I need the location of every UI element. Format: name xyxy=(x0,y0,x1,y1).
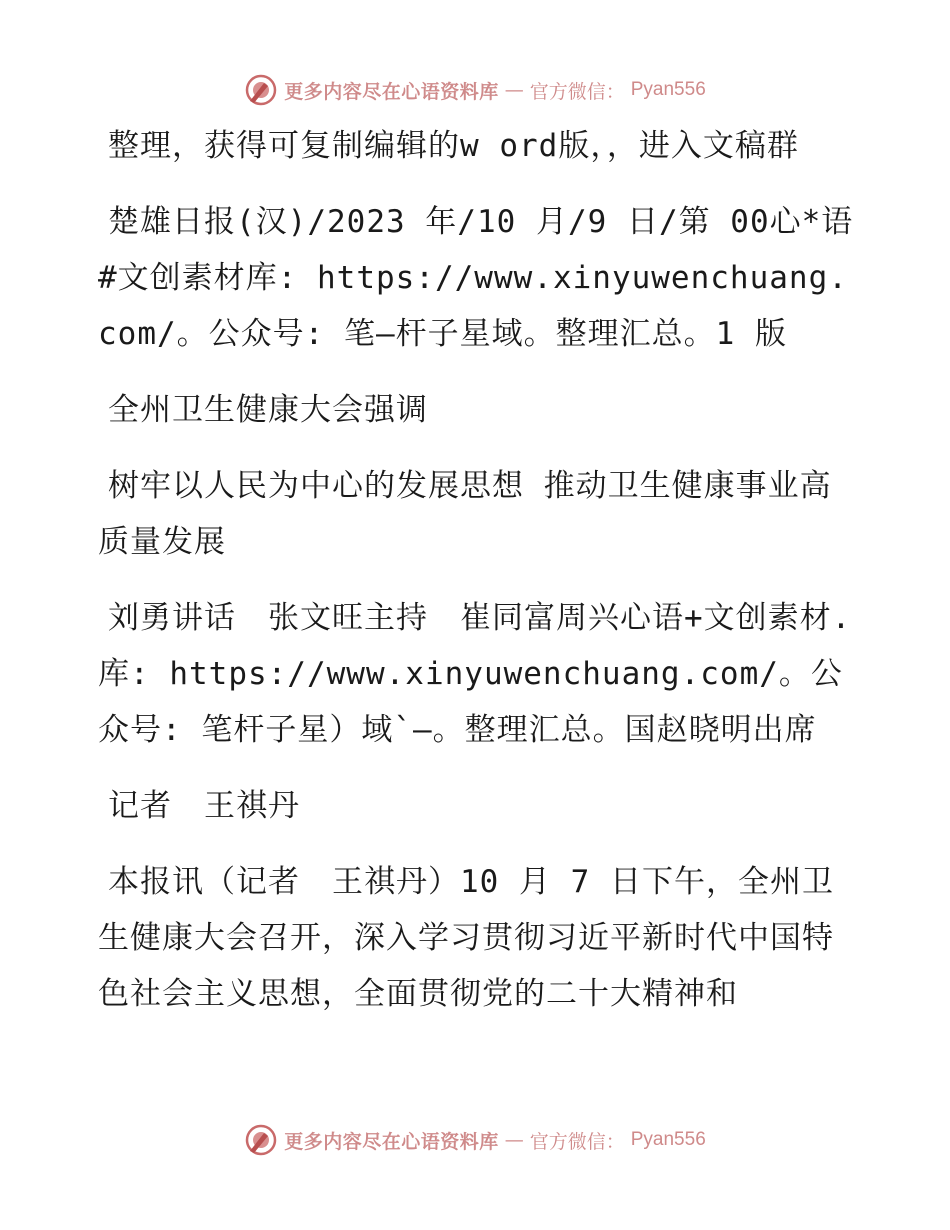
pen-logo-icon xyxy=(244,1123,278,1157)
paragraph-headline: 全州卫生健康大会强调 xyxy=(108,392,428,428)
watermark-dash: — xyxy=(504,1129,524,1151)
watermark-wechat-label: 官方微信： xyxy=(529,1130,625,1153)
document-body xyxy=(98,118,858,1042)
paragraph-subheadline: 树牢以人民为中心的发展思想 推动卫生健康事业高质量发展 xyxy=(98,468,832,560)
header-watermark xyxy=(0,70,950,110)
paragraph-reporter: 记者 王祺丹 xyxy=(108,788,300,824)
watermark-wechat-id: Pyan556 xyxy=(630,1129,706,1150)
paragraph-source: 楚雄日报(汉)/2023 年/10 月/9 日/第 00心*语#文创素材库: https://www.xinyuwenchuang.com/。公众号: 笔—杆子星域。整理汇总。1 版 xyxy=(98,204,854,352)
watermark-brand: 更多内容尽在心语资料库 xyxy=(284,1130,499,1153)
paragraph-intro: 整理，获得可复制编辑的w ord版，，进入文稿群 xyxy=(108,128,799,164)
watermark-wechat-label: 官方微信： xyxy=(529,80,625,103)
watermark-brand: 更多内容尽在心语资料库 xyxy=(284,80,499,103)
paragraph-lead: 本报讯（记者 王祺丹）10 月 7 日下午，全州卫生健康大会召开，深入学习贯彻习近平新时代中国特色社会主义思想，全面贯彻党的二十大精神和 xyxy=(98,864,834,1012)
watermark-dash: — xyxy=(504,79,524,101)
paragraph-speakers: 刘勇讲话 张文旺主持 崔同富周兴心语+文创素材.库: https://www.xinyuwenchuang.com/。公众号: 笔杆子星）域`—。整理汇总。国赵晓明出席 xyxy=(98,600,852,748)
pen-logo-icon xyxy=(244,73,278,107)
footer-watermark xyxy=(0,1120,950,1160)
watermark-wechat-id: Pyan556 xyxy=(630,79,706,100)
